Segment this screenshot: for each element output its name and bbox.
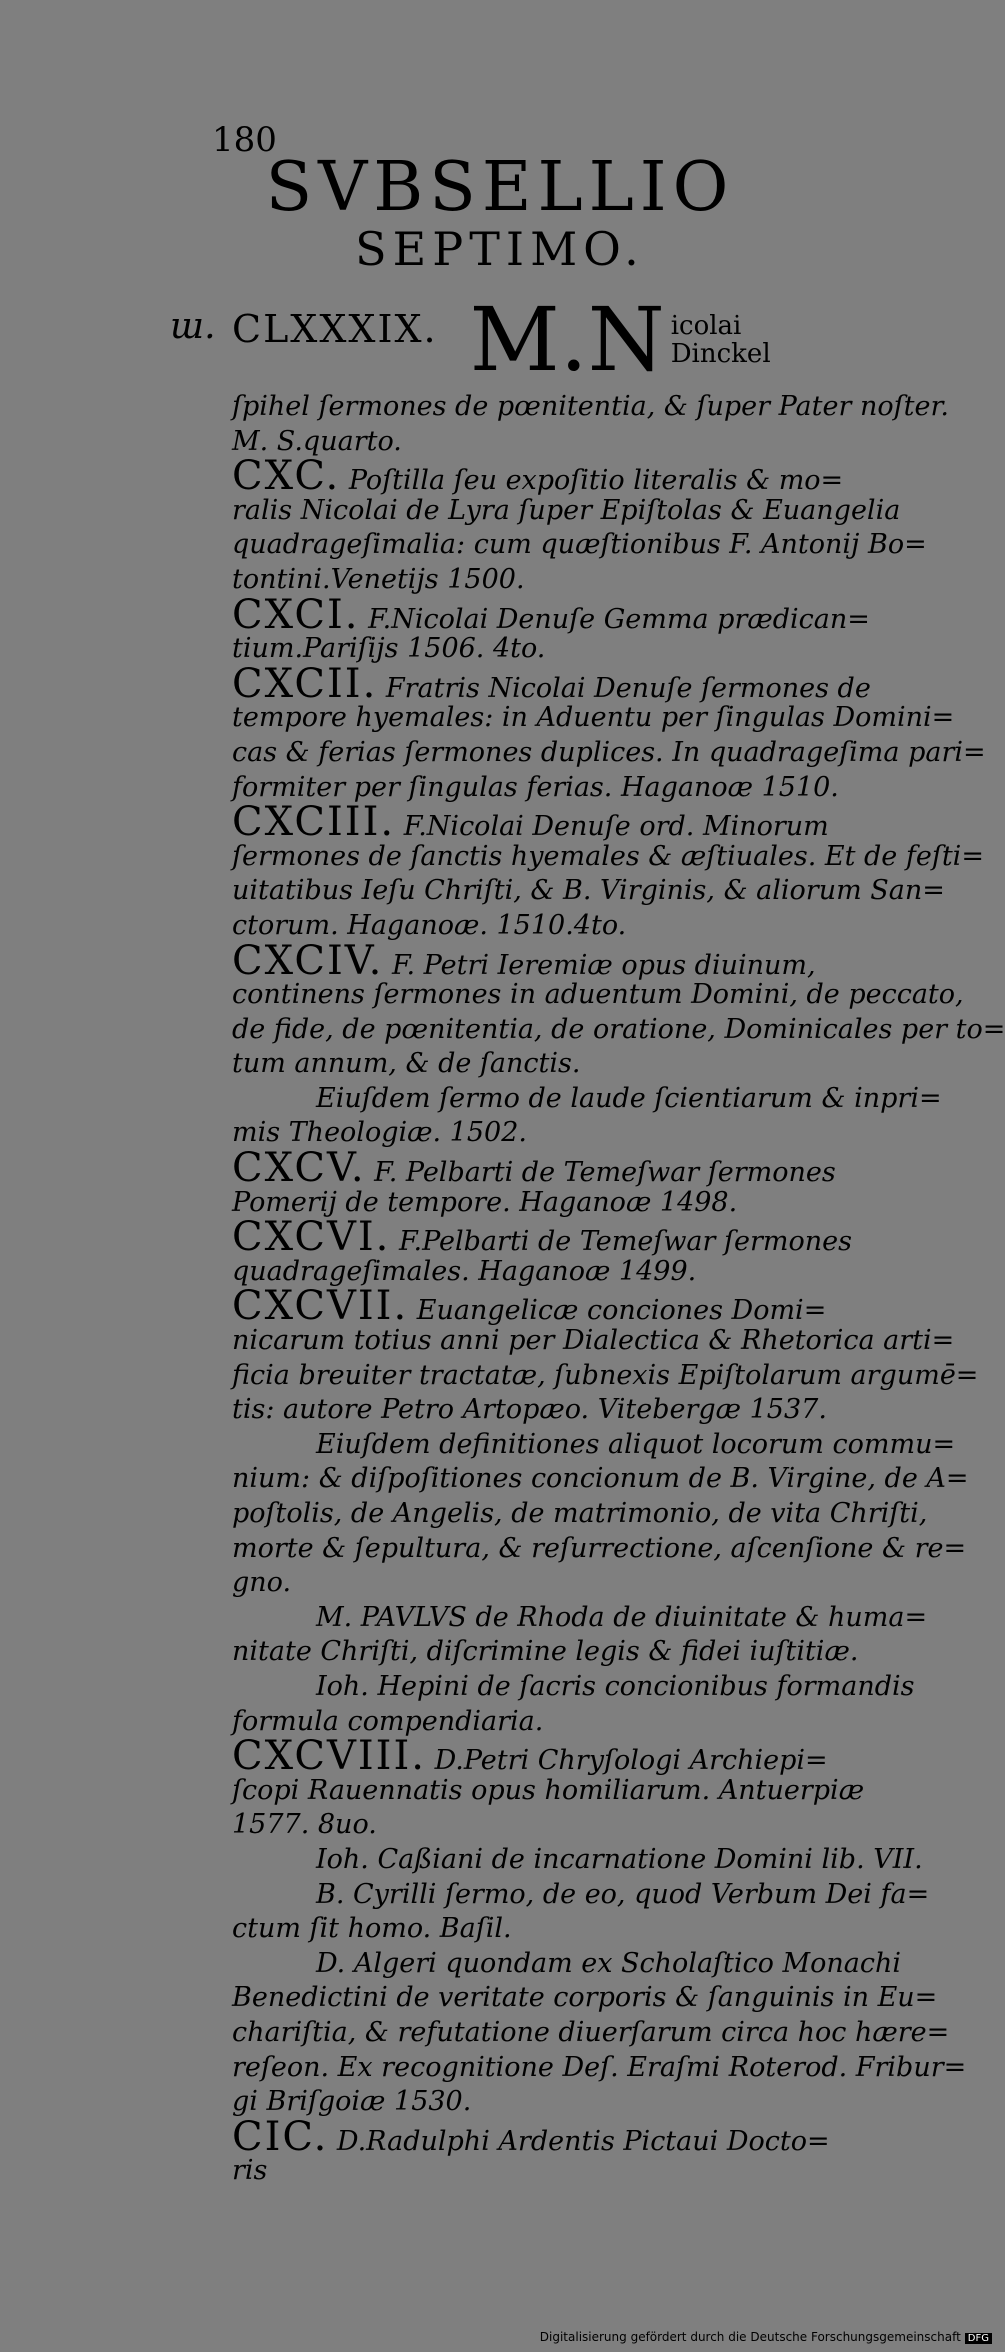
entry-text: tium.Pariſijs 1506. 4to. bbox=[232, 633, 546, 665]
entry-number: CXCIII. bbox=[232, 799, 396, 846]
entry-number: CXCV. bbox=[232, 1145, 366, 1192]
entry-text: de fide, de pœnitentia, de oratione, Dominicales per to= bbox=[232, 1013, 1005, 1045]
entry-line bbox=[232, 591, 870, 638]
entry-number: CIC. bbox=[232, 2113, 329, 2160]
entry-line: ſpihel ſermones de pœnitentia, & ſuper Pater noſter. bbox=[232, 391, 949, 422]
entry-line bbox=[232, 799, 829, 846]
entry-line bbox=[232, 528, 927, 563]
entry-text: reſeon. Ex recognitione Deſ. Eraſmi Roterod. Fribur= bbox=[232, 2051, 967, 2083]
entry-text: B. Cyrilli ſermo, de eo, quod Verbum Dei fa= bbox=[316, 1878, 930, 1910]
entry-line bbox=[232, 1774, 865, 1809]
footer-text: Digitalisierung gefördert durch die Deutsche Forschungsgemeinschaft bbox=[539, 2330, 961, 2344]
entry-line bbox=[232, 1601, 928, 1636]
entry-heading bbox=[232, 288, 822, 391]
entry-number: CXCII. bbox=[232, 660, 378, 707]
entry-text: F. Petri Ieremiæ opus diuinum, bbox=[383, 949, 816, 981]
entry-line bbox=[232, 1393, 827, 1428]
entry-text: continens ſermones in aduentum Domini, de peccato, bbox=[232, 979, 964, 1011]
entry-line bbox=[232, 2113, 830, 2160]
entry-line bbox=[232, 1912, 822, 1947]
entry-text: F. Pelbarti de Temeſwar ſermones bbox=[365, 1157, 836, 1189]
entry-text: tontini.Venetijs 1500. bbox=[232, 563, 525, 595]
entry-text: D.Radulphi Ardentis Pictaui Docto= bbox=[328, 2125, 830, 2157]
entry-text: mis Theologiæ. 1502. bbox=[232, 1117, 527, 1149]
entry-line bbox=[232, 874, 945, 909]
entry-text: poſtolis, de Angelis, de matrimonio, de vita Chriſti, bbox=[232, 1498, 928, 1529]
entry-line bbox=[232, 1733, 828, 1780]
entry-text: ſermones de ſanctis hyemales & æſtiuales. Et de feſti= bbox=[232, 840, 984, 872]
entry-text: D.Petri Chryſologi Archiepi= bbox=[426, 1745, 828, 1777]
entry-text: ralis Nicolai de Lyra ſuper Epiſtolas & Euangelia bbox=[232, 494, 901, 526]
entry-text: gno. bbox=[232, 1567, 292, 1599]
initials: M.N bbox=[469, 288, 665, 391]
entry-text: gi Briſgoiæ 1530. bbox=[232, 2086, 472, 2118]
entry-line bbox=[232, 1082, 942, 1117]
entry-text: Euangelicæ conciones Domi= bbox=[408, 1295, 827, 1327]
entry-number: CXCVII. bbox=[232, 1283, 409, 1330]
entry-line bbox=[232, 660, 871, 707]
entry-text: ris bbox=[232, 2155, 268, 2187]
entry-line bbox=[232, 701, 955, 736]
entry-line bbox=[232, 1808, 822, 1843]
entry-line bbox=[232, 453, 844, 500]
entry-text: tempore hyemales: in Aduentu per ſingulas Domini= bbox=[232, 702, 955, 734]
entry-line bbox=[232, 1532, 967, 1567]
entry-lines bbox=[232, 453, 1005, 2189]
catalog-entries bbox=[232, 288, 1005, 2189]
entry-line bbox=[232, 1214, 852, 1261]
entry-text: nium: & diſpoſitiones concionum de B. Virgine, de A= bbox=[232, 1463, 969, 1495]
entry-text: morte & ſepultura, & reſurrectione, aſcenſione & re= bbox=[232, 1532, 967, 1564]
entry-line bbox=[232, 1947, 902, 1982]
entry-line bbox=[232, 1843, 923, 1878]
entry-text: quadrageſimales. Haganoæ 1499. bbox=[232, 1255, 697, 1287]
entry-number: CXCI. bbox=[232, 591, 360, 638]
section-title: SVBSELLIO bbox=[265, 148, 735, 227]
margin-annotation: ɯ. bbox=[170, 306, 216, 347]
entry-text: Pomerij de tempore. Haganoæ 1498. bbox=[232, 1186, 738, 1218]
entry-text: M. PAVLVS de Rhoda de diuinitate & huma= bbox=[316, 1601, 928, 1633]
entry-line bbox=[232, 1497, 928, 1532]
entry-line bbox=[232, 2051, 967, 2086]
entry-text: Eiuſdem definitiones aliquot locorum commu= bbox=[316, 1428, 956, 1460]
footer bbox=[540, 2330, 992, 2344]
entry-text: Benedictini de veritate corporis & ſanguinis in Eu= bbox=[232, 1982, 938, 2014]
entry-first bbox=[232, 288, 949, 459]
entry-line bbox=[232, 1428, 956, 1463]
entry-text: ſcopi Rauennatis opus homiliarum. Antuerpiæ bbox=[232, 1774, 865, 1806]
entry-line bbox=[232, 494, 901, 529]
entry-line bbox=[232, 840, 984, 875]
entry-text: Eiuſdem ſermo de laude ſcientiarum & inpri= bbox=[316, 1082, 942, 1114]
entry-line bbox=[232, 1462, 969, 1497]
entry-line bbox=[232, 1283, 827, 1330]
entry-text: Poſtilla ſeu expoſitio literalis & mo= bbox=[340, 465, 844, 497]
entry-text: chariſtia, & refutatione diuerſarum circa hoc hære= bbox=[232, 2016, 950, 2048]
entry-line: M. S.quarto. bbox=[232, 425, 402, 457]
entry-line bbox=[232, 2016, 950, 2051]
name-aside bbox=[671, 312, 771, 368]
entry-line bbox=[232, 1359, 979, 1394]
entry-text: ficia breuiter tractatæ, ſubnexis Epiſtolarum argumē= bbox=[232, 1359, 979, 1391]
entry-text: D. Algeri quondam ex Scholaſtico Monachi bbox=[316, 1947, 902, 1979]
entry-number: CXCIV. bbox=[232, 937, 384, 984]
entry-line bbox=[232, 1013, 1005, 1048]
entry-text: Fratris Nicolai Denuſe ſermones de bbox=[377, 672, 871, 704]
section-subtitle: SEPTIMO. bbox=[355, 222, 645, 276]
dfg-badge: DFG bbox=[965, 2333, 992, 2344]
entry-text: tis: autore Petro Artopæo. Vitebergæ 1537. bbox=[232, 1394, 827, 1426]
name-aside-line1: icolai bbox=[670, 311, 742, 341]
entry-number: CXC. bbox=[232, 453, 341, 500]
entry-line bbox=[232, 1981, 938, 2016]
entry-text: ctum ſit homo. Baſil. bbox=[232, 1913, 512, 1945]
entry-text: nitate Chriſti, diſcrimine legis & fidei iuſtitiæ. bbox=[232, 1636, 859, 1668]
entry-text: 1577. 8uo. bbox=[232, 1809, 377, 1841]
name-aside-line2: Dinckel bbox=[670, 339, 771, 369]
entry-line bbox=[232, 1145, 836, 1192]
entry-text: F.Nicolai Denuſe ord. Minorum bbox=[395, 811, 829, 843]
entry-text: quadrageſimalia: cum quæſtionibus F. Antonij Bo= bbox=[232, 529, 927, 561]
entry-text: F.Nicolai Denuſe Gemma prædican= bbox=[359, 603, 870, 635]
entry-line bbox=[232, 1670, 915, 1705]
entry-line bbox=[232, 978, 964, 1013]
entry-line bbox=[232, 1566, 822, 1601]
entry-text: uitatibus Ieſu Chriſti, & B. Virginis, & aliorum San= bbox=[232, 875, 945, 907]
entry-text: nicarum totius anni per Dialectica & Rhetorica arti= bbox=[232, 1325, 955, 1357]
entry-line bbox=[232, 1878, 930, 1913]
entry-line bbox=[232, 937, 822, 984]
entry-text: Ioh. Hepini de ſacris concionibus formandis bbox=[316, 1670, 915, 1702]
entry-text: formiter per ſingulas ferias. Haganoæ 1510. bbox=[232, 771, 839, 803]
entry-line bbox=[232, 1324, 955, 1359]
entry-number: CXCVIII. bbox=[232, 1733, 426, 1780]
entry-text: tum annum, & de ſanctis. bbox=[232, 1048, 581, 1080]
entry-text: Ioh. Caßiani de incarnatione Domini lib. VII. bbox=[316, 1843, 923, 1875]
entry-line bbox=[232, 1047, 822, 1082]
entry-text: F.Pelbarti de Temeſwar ſermones bbox=[390, 1226, 852, 1258]
page-number: 180 bbox=[212, 120, 277, 160]
entry-line bbox=[232, 736, 986, 771]
entry-line bbox=[232, 1635, 859, 1670]
entry-number: CLXXXIX. bbox=[232, 307, 438, 351]
entry-number: CXCVI. bbox=[232, 1214, 391, 1261]
entry-text: formula compendiaria. bbox=[232, 1705, 544, 1737]
entry-text: cas & ferias ſermones duplices. In quadrageſima pari= bbox=[232, 736, 986, 768]
entry-text: ctorum. Haganoæ. 1510.4to. bbox=[232, 909, 627, 941]
